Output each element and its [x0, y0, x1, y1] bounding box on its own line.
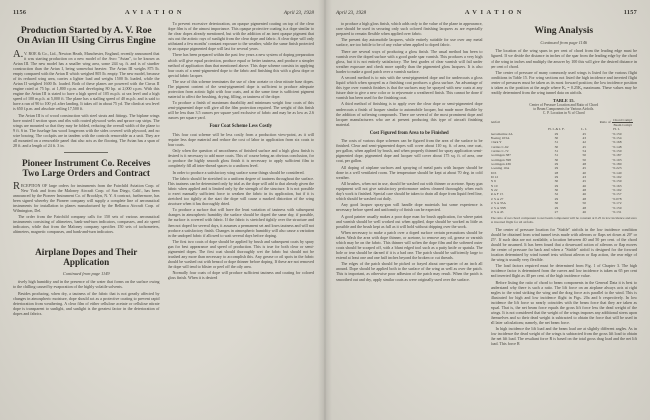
paragraph: There are several ways of producing a gloss finish. The usual method has been to varnish over the doped surface with a good grade spar varnish. This produces a very high gloss, but it is not entirely satisfactory. The best grades of clear varnish will fail under weather exposure and check more rapidly than the pigmented gloss lacquers. It is also harder to make a good patch over a varnish surface.	[336, 48, 483, 74]
ratio-denominator: Beam Comp't	[613, 122, 633, 127]
paragraph: tively high humidity and in the presence of the water that forms on the surface owing to the chilling caused by evaporation of the highly volatile solvents.	[13, 279, 160, 290]
dopes-continuation-bottom	[168, 132, 315, 280]
table-cell: R A F 15	[490, 192, 504, 197]
paragraph: The fabric should be stretched to a uniform degree of tautness throughout the surface. This tautness can be determined only by trial as the dope will add to that already given the fabric when applied and is limited only by the strength of the structure. It is not possible to exert manually sufficient force to weaken the fabric in its application, but if it is stretched too tightly at the start the dope will cause a marked distortion of the wing structure when it has thoroughly dried.	[167, 175, 314, 207]
table-cell: 30	[554, 144, 559, 149]
table-15-body	[491, 132, 638, 215]
table-cell: 30	[554, 157, 559, 162]
paragraph: The first two coats of dope should be applied by brush and subsequent coats by spray gun for best appearance and speed of production. This is true for both clear or semi-pigmented dopes. The first coat should thoroughly wet the fabric but should not be brushed any more than necessary to accomplish this. Any grease or oil spots in the fabric should be washed out with benzol or dope thinner before doping. If these are not removed the dope will tend to blister or peel off the oily area.	[167, 238, 314, 270]
paragraph: The present day automobile lacquers, while entirely suitable for use over any metal surface, are too brittle to be of any value when applied to doped fabric.	[336, 37, 483, 48]
table-cell: U S A 27	[490, 196, 504, 201]
table-cell: 43	[582, 136, 586, 140]
table-15-caption-line3: C. P. Location in % of Chord	[542, 111, 585, 116]
paragraph: The edges of the patch should be picked or frayed about one-quarter of an inch all around. Dope should be applied both to the surface of the wing as well as over the patch. This is important, as otherwise poor adhesion of the patch may result. When the patch is smoothed out and dry, apply similar coats as were originally used over the surface.	[336, 261, 483, 282]
headline-pioneer	[15, 158, 158, 179]
ratio-of-label: Ratio of	[599, 120, 611, 125]
table-cell: −0.192	[611, 188, 622, 193]
paragraph: There has been prepared within the past few years a new system of doping preparation which will give equal protection, produce equal or better tautness, and produce a simpler method of application than that mentioned above. This dope scheme consists in applying four coats of a semi-pigmented dope to the fabric and finishing this with a gloss dope or special fabric lacquer.	[167, 52, 314, 78]
headline-avian	[15, 26, 158, 47]
table-cell: 29	[554, 131, 559, 136]
paragraph: A good painter usually makes a poor dope man for brush application, for where paint and varnish should be well worked out when applied, dope should be worked as little as possible and the brush kept as full as it will hold without dripping over the work.	[336, 213, 483, 229]
table-cell: 50	[582, 157, 586, 162]
table-cell: −0.172	[611, 201, 622, 206]
headline-avian-line2: On Avian III Using Cirrus Engine	[16, 35, 156, 47]
table-15-footnote: The ratio of net chord component to net beam component will be constant at 0.25 in low incidence and zero in inverted flight for all airfoils.	[490, 215, 637, 224]
headline-avian-line1: Production Started by A. V. Roe	[20, 25, 152, 36]
table-15-grid	[491, 118, 638, 215]
table-cell: 45	[582, 131, 586, 136]
table-cell: −0.157	[611, 192, 622, 197]
table-cell: 45	[582, 144, 586, 149]
paragraph: This four coat scheme will be less costly from a production view-point, as it will require less dope material and reduce the cost of labor in application from six coats to four coats.	[167, 131, 314, 148]
table-cell: Gottingen 436	[490, 162, 511, 167]
table-cell: U S A 45	[490, 209, 504, 214]
table-cell: −0.193	[611, 157, 622, 162]
dopes-continuation-page2-bottom	[336, 138, 483, 281]
paragraph: A second method is to mix with the semi-pigmented dope and for undercoats a gloss liquid which when sprayed as a finishing coat produces a gloss surface. An advantage of this type over varnish finishes is that the surfaces may be sprayed with new coats at any future date to give a new color or to rejuvenate a weathered finish. This cannot be done if varnish has been used for the finishing coat.	[336, 75, 483, 101]
table-cell: Curtiss C-62	[490, 144, 509, 149]
continued-from-note-dopes: Continued from page 1149	[62, 271, 110, 277]
table-cell: 32	[554, 192, 559, 197]
table-cell: M 6	[490, 170, 497, 175]
table-cell: Boeing 103A	[490, 136, 510, 140]
table-cell: U S A 35B	[490, 205, 506, 210]
table-15	[491, 98, 638, 224]
table-15-subheader-hiif: H. I. & I. F.	[548, 127, 565, 132]
paragraph: Only when the question of smoothness of finished surface and a high gloss finish is desired is it necessary to add more coats. This of course being an obvious conclusion, for to produce the highly smooth gloss finish it is necessary to apply sufficient film to completely fill all inter-thread spaces to a uniform level.	[167, 148, 314, 169]
table-cell: Aeromarine 2A	[490, 131, 513, 136]
table-15-caption-line2: to Beam Components for Various Airfoils.	[533, 107, 595, 112]
table-cell: −0.159	[611, 131, 622, 136]
table-cell: 46	[582, 183, 586, 188]
table-cell: 54	[582, 149, 586, 154]
paragraph: Besides producing, when dry, a tautness of the fabric that is not greatly affected by changes in atmospheric moisture, dope should act as a protective coating to prevent rapid deterioration from weathering. A clear film of either cellulose acetate or cellulose nitrate dope is transparent to sunlight, and sunlight is the greatest factor in the deterioration of dopes and fabrics.	[13, 290, 160, 316]
table-cell: 50	[582, 201, 586, 206]
wing-analysis-body-top	[491, 48, 638, 95]
table-15-caption	[491, 103, 638, 116]
paragraph: The use of this scheme terminates the use of clear acetate or clear nitrate base dopes. The pigment content of the semi-pigmented dope is sufficient to produce adequate protection from actinic light with four coats, and at the same time is sufficient pigment material to affect the brushing, drying, filling, or tautness of the dope.	[167, 78, 314, 100]
table-cell: 48	[582, 162, 586, 167]
headline-wing-analysis: Wing Analysis	[534, 25, 594, 36]
paragraph: To produce a finish of maximum durability and minimum weight four coats of this semi-pigmented dope will give all the film protection required. The weight of this finish will be less than 3.5 ounces per square yard exclusive of fabric and may be as low as 2.6 ounces per square yard.	[167, 100, 314, 121]
table-cell: 29	[554, 205, 559, 210]
table-cell: 48	[582, 196, 586, 201]
paragraph: The Avian III is of wood construction with steel struts and fittings. The biplane wings have routed I section spars and ribs with routed plywood webs and spruce cap strips. The wings are mounted so that they may be folded, reducing the overall width of the plane to 9 ft. 6 in. The fuselage has wood longerons with the sides covered with plywood, and no wire bracing. The cockpits are in tandem with the controls removable as a unit. They are all mounted on a removable panel that also acts as the flooring. The Avian has a span of 28 ft. and a length of 24 ft. 3 in.	[13, 112, 160, 148]
section-divider-rule	[64, 152, 108, 153]
paragraph: When necessary to make a patch over a doped surface certain precautions should be taken. Wash the area with dope thinner, or acetone, to remove any oil, grease or varnish which may be on the fabric. This thinner will soften the dope film and the softened outer coats should be scraped off, with a blunt edged tool such as a putty knife or spatula. The hole or tear should be darned if it is a bad one. The patch should be sufficiently large to extend at least one and one half inches beyond the broken or cut threads.	[336, 229, 483, 261]
table-cell: 45	[582, 179, 586, 184]
table-cell: Loening 10A	[490, 166, 510, 171]
table-15-label: TABLE 15.	[552, 98, 575, 104]
table-cell: 48	[582, 188, 586, 193]
running-header-left	[13, 9, 314, 16]
paragraph: A.V. ROE & Co., Ltd., Newton Heath, Manchester, England, recently announced that it was starting production on a new model of the Avro "Avian", to be known as Avian III. The new model has a smaller wing area, some 244 sq. ft. and is of sturdier construction than the Avian I, being somewhat heavier. The Avian III weighs 875 lb. empty compared with the Avian II which weighed 805 lb. empty. The new model, because of its reduced wing area, carries a lighter load and weighs 1500 lb. loaded, while the Avian II weighed 1600 lb. loaded. Both of these planes are powered with the Cirrus II engine rated at 75 hp. at 1,800 r.p.m. and developing 80 hp. at 2,000 r.p.m. With this engine the Avian III is stated to have a high speed of 105 m.p.h. at sea level and a high speed of 100 m.p.h. at 5,000 ft. The plane has a stalling speed of 40 m.p.h. and is said to have a run of 90 to 100 yd. after landing. It takes off in about 75 yd. The climb at sea level is 650 f.p.m. and absolute ceiling 17,500 ft.	[13, 48, 160, 112]
table-cell: Gottingen 387	[490, 153, 511, 158]
paragraph: All doping of airplane surfaces and spraying of metal parts with lacquer should be done in a well ventilated room. The temperature should be kept at about 70 deg. in cold weather.	[336, 164, 483, 180]
table-cell: 50	[582, 153, 586, 158]
table-cell: 46	[582, 192, 586, 197]
ratio-numerator: Chord Comp't	[613, 117, 633, 122]
table-cell: −0.150	[611, 149, 622, 154]
table-cell: 27	[554, 209, 559, 214]
page-number: 1156	[13, 9, 27, 16]
issue-date: April 23, 1928	[283, 10, 314, 16]
right-page-columns	[336, 21, 637, 413]
table-cell: 30	[554, 188, 559, 193]
table-row	[491, 210, 638, 214]
dopes-continuation-page2-top	[336, 21, 483, 127]
left-page-columns	[13, 21, 314, 413]
subhead-cost-figured: Cost Figured from Area to be Finished	[369, 130, 449, 136]
dopes-continuation-top	[168, 21, 315, 120]
table-cell: 43	[582, 175, 586, 180]
table-cell: 30	[554, 136, 559, 140]
table-cell: −0.187	[611, 153, 622, 158]
journal-title: AVIATION	[124, 9, 186, 16]
paragraph: The costs of various dope schemes can be figured from the area of the surface to be finished. Clear and semi-pigmented dopes will cover about 110 sq. ft. of area, one coat, per gallon, when applied by brush, and when properly thinned for spray application semi-pigmented dope, pigmented dope and lacquer will cover about 175 sq. ft. of area, one coat, per gallon.	[336, 138, 483, 164]
table-cell: −0.159	[611, 179, 622, 184]
paragraph: The order from the Fairchild company calls for 150 sets of various aeronautical instruments consisting of altimeters, bank-and-turn indicators, compasses, and air speed indicators, while that from the Maloney company specifies 150 sets of tachometers, altimeters, magnetic compasses, and bank-and-turn indicators.	[13, 214, 160, 235]
paragraph: In high incidence the lift load and the beam load are at slightly different angles. As in low incidence the dead weight of the wings is subtracted from the gross lift load to obtain the net lift load. The resultant force R is based on the total gross drag load and the net lift load. This force R	[490, 326, 637, 347]
spacer	[13, 236, 160, 242]
table-cell: −0.131	[611, 209, 622, 214]
table-cell: −0.180	[611, 162, 622, 167]
table-cell: 46	[582, 209, 586, 214]
table-cell: 45	[582, 166, 586, 171]
right-page-column-1	[336, 21, 483, 413]
headline-dopes-line1: Airplane Dopes and Their	[35, 246, 138, 257]
table-cell: 28	[554, 170, 559, 175]
table-cell: 29	[554, 196, 559, 201]
table-cell: −0.159	[611, 205, 622, 210]
paragraph: The center of pressure location for "Stable" airfoils in the low incidence condition should be obtained from wind tunnel tests made with ailerons or flaps set down at 20° or 25°. If such data are not available, a location between 40 and 50 per cent. of the chord should be assumed. It has been found that a downward action of ailerons or flap moves the center of pressure far back and when a "Stable" airfoil is designed for the forward location determined by wind tunnel tests without aileron or flap action, the rear edge of the wing is usually very flexible.	[490, 226, 637, 263]
table-15-caption-line1: Center of Pressure Location and Ratio of Chord	[529, 103, 599, 108]
paragraph: To produce a surface that will have the least variation of tautness with subsequent changes in atmospheric humidity the surface should be doped the same day, if possible, the surface is covered with fabric. If the fabric is stretched tightly over the structure and then not doped for several days, it assumes a permanent set and loses tautness and will not produce a satisfactory finish. Changes in atmospheric humidity will also cause a variation in the undoped fabric if allowed to wait several days before doping.	[167, 207, 314, 238]
journal-title: AVIATION	[464, 9, 526, 16]
paragraph: RECEPTION OF large orders for instruments from the Fairchild Aviation Corp. of New York and from the Maloney Aircraft Corp. of San Diego, Calif., has been announced by the Pioneer Instrument Co. of Brooklyn, N. Y. A contract, furthermore, has been signed whereby the Pioneer company will supply a complete line of aeronautical instruments for installation in planes manufactured by the Bellanca Aircraft Corp. of Wilmington, Del.	[13, 180, 160, 213]
table-cell: −0.140	[611, 170, 622, 175]
table-cell: N 22	[490, 188, 498, 193]
paragraph: The load factors required must be determined from Fig. 1 of Chapter 3. The high incidence factor is determined from the curves and low incidence is taken as 65 per cent and inverted flight as 40 per cent. of the high incidence value.	[490, 263, 637, 279]
table-cell: 29	[554, 183, 559, 188]
table-cell: N 10	[490, 183, 498, 188]
table-cell: 40	[582, 170, 586, 175]
table-cell: 31	[554, 153, 559, 158]
left-page-column-1	[13, 21, 160, 413]
article-avian-body	[13, 48, 160, 148]
table-15-header-spacer2	[573, 118, 596, 128]
table-15-subheader-hi: H. I.	[613, 127, 620, 132]
table-15-subheader-li: L. I.	[581, 127, 588, 132]
subhead-four-coat: Four Coat Scheme Less Costly	[209, 124, 273, 130]
right-page-column-2	[491, 21, 638, 413]
continued-from-note-wing: Continued from page 1146	[540, 40, 588, 46]
table-cell: Gottingen 398	[490, 157, 511, 162]
table-cell: 29	[554, 162, 559, 167]
table-15-header-ratio	[596, 118, 637, 128]
article-dopes-body	[13, 279, 160, 316]
paragraph: The location of the wing spars in per cent of chord from the leading edge must be figured. If we divide the distance in inches of the spar from the leading edge by the chord of the wing in inches and multiply the answer by 100 this will give the desired distance in per cent of chord.	[490, 48, 637, 69]
paragraph: In order to produce a satisfactory wing surface some things should be considered.	[172, 169, 305, 175]
table-cell: 31	[554, 140, 559, 145]
ratio-fraction	[612, 118, 633, 128]
paragraph: All brushes, when not in use, should be washed out with thinner or acetone. Spray gun equipment will not give satisfactory performance unless cleaned thoroughly when each day's work is finished. Special care should be taken to drain all dope from liquid feed line, which should be washed out daily.	[336, 180, 483, 202]
page-number: 1157	[623, 9, 637, 16]
running-header-right	[336, 9, 637, 16]
table-cell: 42	[582, 140, 586, 145]
table-cell: 31	[554, 149, 559, 154]
paragraph: to produce a high gloss finish, which adds only to the value of the plane in appearance, care should be used in securing only such colored finishing lacquers as are especially prepared to remain flexible when applied over fabric.	[336, 21, 483, 37]
table-cell: −0.168	[611, 140, 622, 145]
paragraph: Before listing the ratio of chord to beam components in the General Data it is best to understand why there is such a ratio. The lift force on an airplane always acts at right angles to the wind striking the wing and the drag force acts parallel to the wind. This is illustrated for high and low incidence flight in Figs. 20a and b respectively. In low incidence the lift force so nearly coincides with the beam force that they are taken as equal. That is, the net beam force equals the gross lift force less the dead weight of the wings. It is not considered that the weight of the wings imposes any additional stress upon themselves and so their dead weight is subtracted to obtain the force that will be used in all later calculations; namely, the net beam force.	[490, 279, 637, 326]
paragraph: The center of pressure of many commonly used wings is listed for the various flight conditions in Table 15. For wing sections not listed the high incidence and inverted flight center of pressures must be taken as its most forward position; the low incidence position is taken as the position at the angle where Kᵧ = 0.25Kₓ maximum. These values may be readily determined from the wing tunnel data on airfoils.	[490, 69, 637, 95]
headline-pioneer-line1: Pioneer Instrument Co. Receives	[22, 157, 151, 168]
page-right-1157	[325, 0, 650, 420]
wing-analysis-body-bottom	[491, 227, 638, 347]
table-cell: 48	[582, 205, 586, 210]
table-cell: −0.223	[611, 166, 622, 171]
table-15-header-airfoil: Airfoil	[490, 120, 501, 125]
table-cell: 29	[554, 175, 559, 180]
paragraph: To prevent excessive deterioration, an opaque pigmented coating on top of the clear dope film is of the utmost importance. This opaque protective coating is a dope similar to the clear dopes already mentioned, but with the addition of an inert opaque pigment that cuts out the actinic rays of sunlight from the clear dope and fabric. A clear dope will only withstand a few months' constant exposure to the weather, while the same finish protected by an opaque pigmented dope will last for several years.	[167, 21, 314, 52]
paragraph: Any good lacquer spray-gun will handle dope materials but some experience is necessary before speed and uniformity of finish can be expected.	[336, 202, 483, 213]
table-cell: 30	[554, 179, 559, 184]
paragraph: A third method of finishing is to apply over the clear dope or semi-pigmented dope undercoats a finish of lacquer similar to automobile lacquer, but made more flexible by the addition of softening compounds. There are several of the most prominent dope and lacquer manufacturers who are at present producing this type of aircraft finishing material.	[336, 101, 483, 127]
table-cell: −0.148	[611, 144, 622, 149]
table-cell: −0.078	[611, 196, 622, 201]
headline-pioneer-line2: Two Large Orders and Contract	[22, 168, 150, 179]
table-cell: 29	[554, 166, 559, 171]
article-pioneer-body	[13, 180, 160, 235]
headline-dopes-line2: Application	[63, 256, 110, 267]
table-cell: M 12	[490, 175, 499, 180]
table-cell: −0.154	[611, 136, 622, 140]
table-15-header-spacer1	[540, 118, 572, 128]
paragraph: Normally four coats of dope will produce sufficient tautness and coating for colored gloss finish. When it is desired	[167, 270, 314, 281]
issue-date: April 23, 1928	[336, 10, 367, 16]
table-cell: N 9	[490, 179, 496, 184]
headline-dopes	[15, 247, 158, 268]
table-cell: Curtiss C-72	[490, 149, 509, 154]
left-page-column-2	[168, 21, 315, 413]
table-cell: 30	[554, 201, 559, 206]
table-cell: −0.163	[611, 183, 622, 188]
table-cell: −0.192	[611, 175, 622, 180]
table-cell: Clark Y	[490, 140, 502, 145]
table-cell: U S A 35A	[490, 201, 506, 206]
